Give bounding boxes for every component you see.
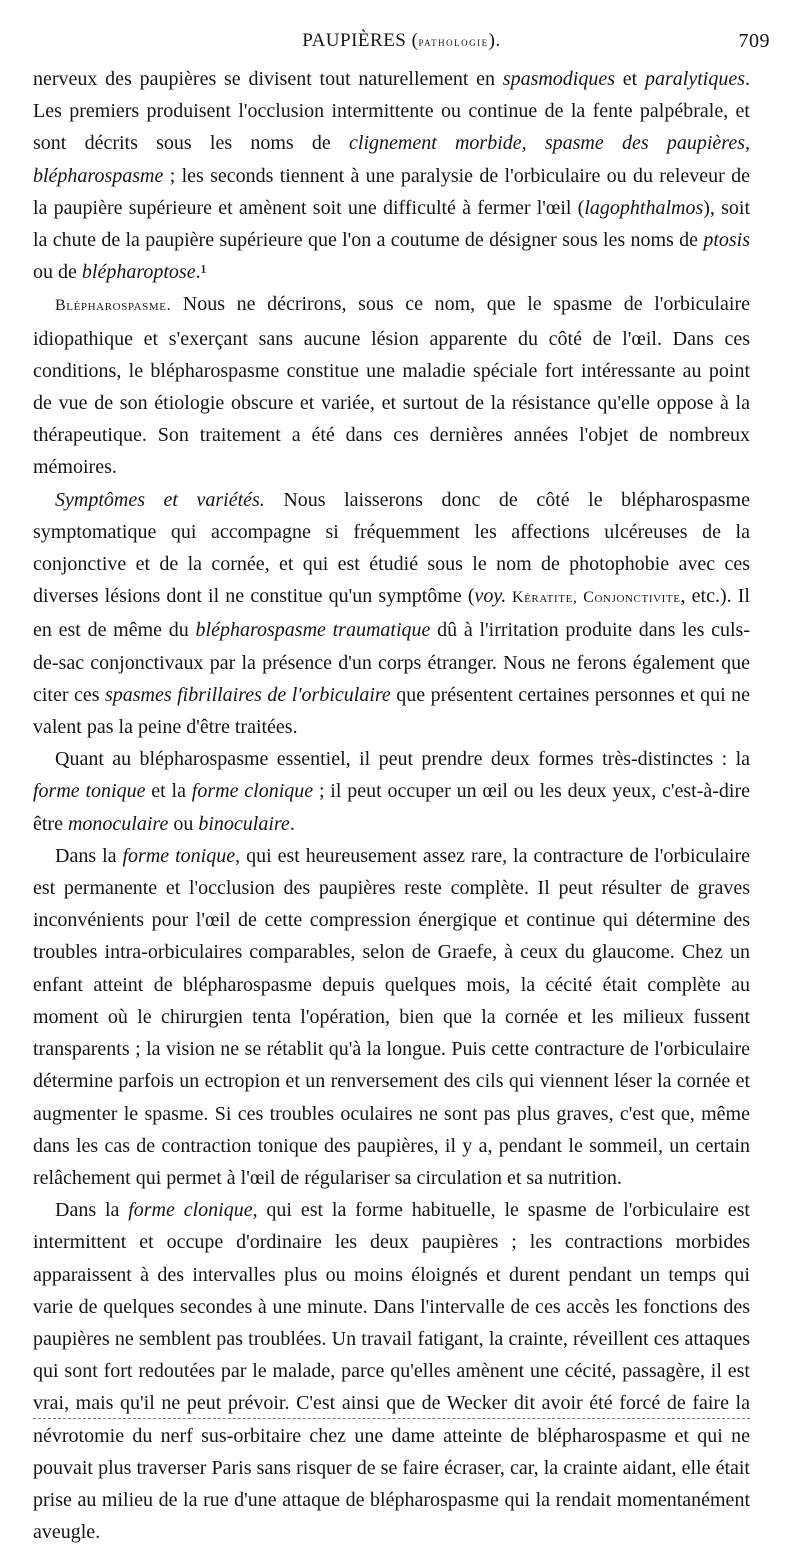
paragraph-forme-tonique xyxy=(33,840,750,1194)
paragraph-blepharospasme xyxy=(33,288,750,483)
text-run: que présentent certaines personnes et qui ne valent pas la peine d'être traitées. xyxy=(33,683,750,739)
paragraph-nerveux xyxy=(33,63,750,288)
paragraph-symptomes xyxy=(33,484,750,744)
italic-term: paralytiques xyxy=(645,68,746,90)
running-title xyxy=(33,30,770,52)
running-title-subtitle: pathologie xyxy=(418,34,489,49)
text-run: et la xyxy=(145,780,192,803)
italic-term: spasmodiques xyxy=(502,68,616,90)
italic-term: forme clonique xyxy=(128,1199,253,1222)
text-run: Dans la xyxy=(55,844,123,867)
italic-term: monoculaire xyxy=(67,812,169,835)
italic-term: ptosis xyxy=(703,229,750,252)
text-run: ), soit la chute de la paupière supérieure que l'on a coutume de désigner sous les noms de xyxy=(33,196,751,252)
text-run: Nous laisserons donc de côté le blépharospasme symptomatique qui accompagne si fréquemment les affections ulcéreuses de la conjonctive et de la cornée, et qui est étudié sous le nom de photophobie avec ces diverses lésions dont il ne constitue qu'un symptôme ( xyxy=(33,488,750,608)
running-header xyxy=(33,30,770,60)
text-run: . Les premiers produisent l'occlusion intermittente ou continue de la fente palpébrale, et sont décrits sous les noms de xyxy=(33,68,751,155)
text-run: ; il peut occuper un œil ou les deux yeux, c'est-à-dire être xyxy=(33,780,750,835)
footnote-separator xyxy=(33,1418,750,1419)
text-run: , etc.). Il en est de même du xyxy=(33,585,750,642)
italic-term: blépharoptose xyxy=(81,261,196,284)
section-heading: Blépharospasme. xyxy=(55,297,172,315)
text-run: , qui est la forme habituelle, le spasme de l'orbiculaire est intermittent et occupe d'ordinaire les deux paupières ; les contractions morbides apparaissent à des intervalles plus ou moins éloignés et durent pendant un temps qui varie de quelques secondes à une minute. Dans l'intervalle de ces accès les fonctions des paupières ne semblent pas troublées. Un travail fatigant, la crainte, réveillent ces attaques qui sont fort redoutées par le malade, parce qu'elles amènent une cécité, passagère, il est vrai, mais qu'il ne peut prévoir. C'est ainsi que de Wecker dit avoir été forcé de faire la névrotomie du nerf sus-orbitaire chez une dame atteinte de blépharospasme et qui ne pouvait plus traverser Paris sans risquer de se faire écraser, car, la crainte aidant, elle était prise au milieu de la rue d'une attaque de blépharospasme qui la rendait momentanément aveugle. xyxy=(33,1199,750,1544)
italic-term: forme tonique xyxy=(122,844,236,867)
italic-term: forme clonique xyxy=(191,780,314,803)
running-title-main: PAUPIÈRES ( xyxy=(302,30,419,51)
italic-term: lagophthalmos xyxy=(584,196,704,219)
text-run: Quant au blépharospasme essentiel, il peut prendre deux formes très-distinctes : la xyxy=(55,748,750,771)
text-run: nerveux des paupières se divisent tout naturellement en xyxy=(33,68,503,90)
subsection-heading: Symptômes et variétés. xyxy=(55,488,265,511)
italic-term: binoculaire xyxy=(198,812,290,835)
italic-term: blépharospasme traumatique xyxy=(195,619,431,642)
text-run: Nous ne décrirons, sous ce nom, que le spasme de l'orbiculaire idiopathique et s'exerçant sans aucune lésion apparente du côté de l'œil. Dans ces conditions, le blépharospasme constitue une maladie spéciale fort intéressante au point de vue de son étiologie obscure et variée, et surtout de la résistance qu'elle oppose à la thérapeutique. Son traitement a été dans ces dernières années l'objet de nombreux mémoires. xyxy=(33,293,750,479)
footnote-marker: .¹ xyxy=(195,261,207,284)
running-title-end: ). xyxy=(488,30,501,51)
text-run: Dans la xyxy=(55,1199,129,1222)
italic-term: clignement morbide, spasme des paupières, blépharospasme xyxy=(33,132,751,187)
cross-reference: Kératite, Conjonctivite xyxy=(506,589,681,607)
text-run: ou de xyxy=(33,261,82,284)
text-run: dû à l'irritation produite dans les culs-de-sac conjonctivaux par la présence d'un corps étranger. Nous ne ferons également que citer ces xyxy=(33,619,750,706)
text-run: , qui est heureusement assez rare, la contracture de l'orbiculaire est permanente et l'occlusion des paupières reste complète. Il peut résulter de graves inconvénients pour l'œil de cette compression énergique et continue qui détermine des troubles intra-orbiculaires comparables, selon de Graefe, à ceux du glaucome. Chez un enfant atteint de blépharospasme depuis quelques mois, la cécité était complète au moment où le chirurgien tenta l'opération, bien que la cornée et les milieux fussent transparents ; la vision ne se rétablit qu'à la longue. Puis cette contracture de l'orbiculaire détermine parfois un ectropion et un renversement des cils qui viennent léser la cornée et augmenter le spasme. Si ces troubles oculaires ne sont pas plus graves, c'est que, même dans les cas de contraction tonique des paupières, il y a, pendant le sommeil, un certain relâchement qui permet à l'œil de régulariser sa circulation et sa nutrition. xyxy=(33,844,750,1189)
page-body xyxy=(33,63,750,1548)
text-run: ou xyxy=(168,812,199,835)
italic-term: voy. xyxy=(474,585,507,608)
italic-term: forme tonique xyxy=(33,780,146,803)
italic-term: spasmes fibrillaires de l'orbiculaire xyxy=(104,683,391,706)
text-run: et xyxy=(615,68,646,90)
paragraph-essentiel xyxy=(33,743,750,840)
text-run: ; les seconds tiennent à une paralysie de l'orbiculaire ou du releveur de la paupière supérieure et amènent soit une difficulté à fermer l'œil ( xyxy=(33,164,750,219)
text-run: . xyxy=(289,812,295,835)
page-number: 709 xyxy=(738,30,770,52)
paragraph-forme-clonique xyxy=(33,1194,750,1548)
